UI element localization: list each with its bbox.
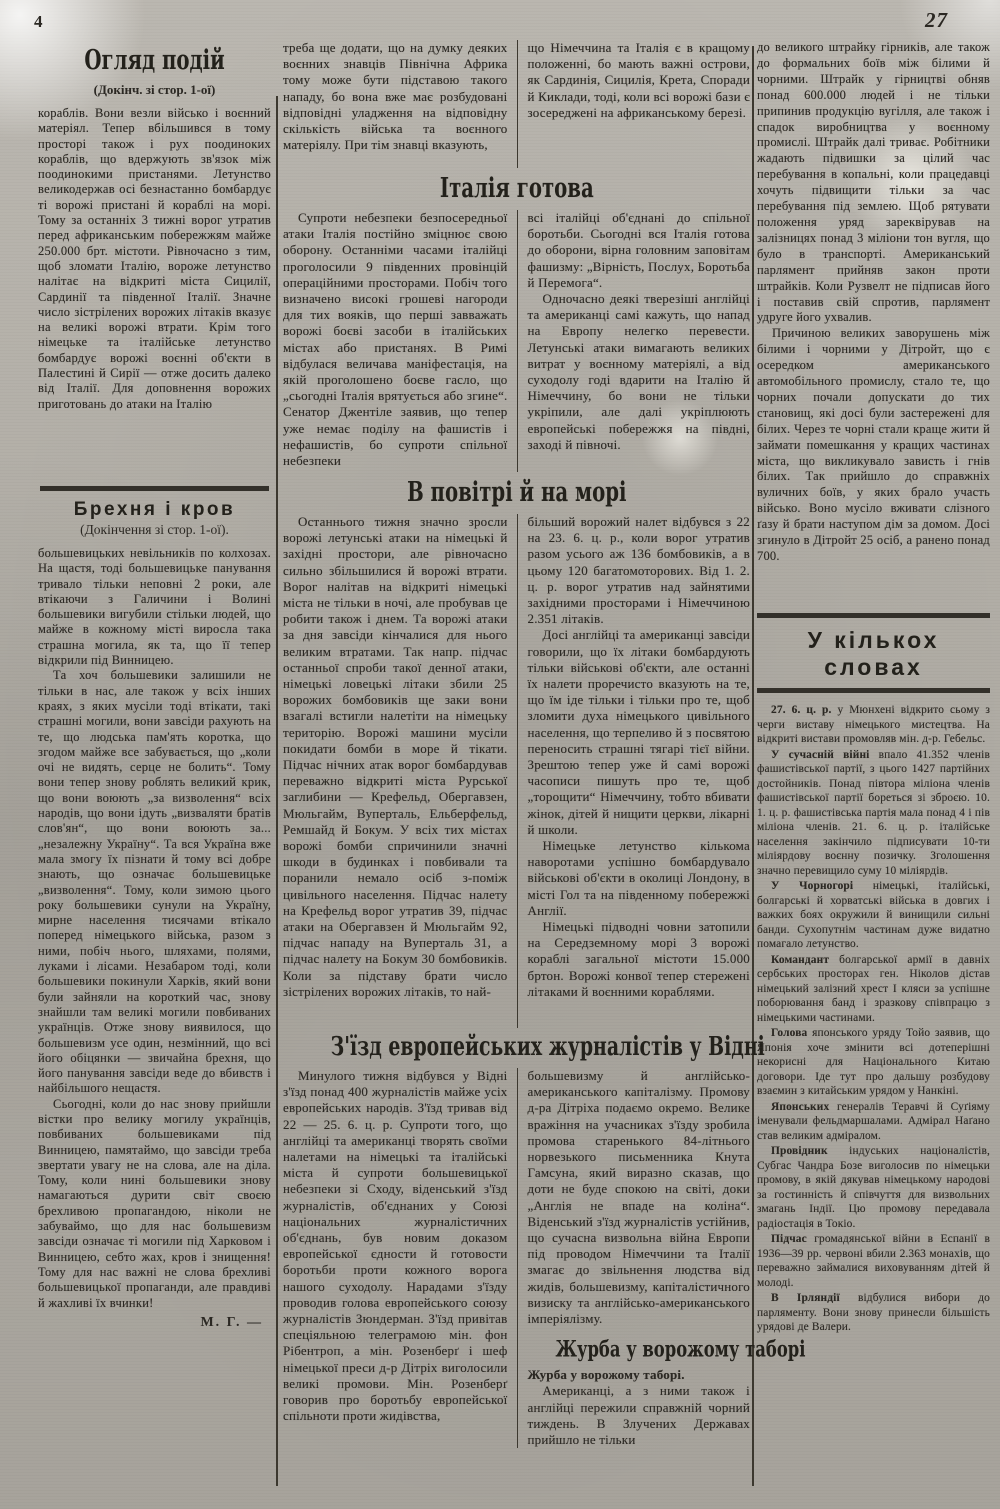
column-divider-3-4	[752, 46, 754, 1486]
article-paragraph: Одночасно деякі тверезіші англійці та американці самі кажуть, що напад на Европу нелегко перевести. Летунські атаки вимагають великих витрат у воєнному матеріялі, а від суходолу годі вдарити на Італію й Німеччину, бо вони не тільки укріпили, але далі укріплюють европейські побережжя на півдні, заході й півночі.	[527, 291, 750, 452]
brief-item	[757, 1100, 990, 1144]
brief-item	[757, 1232, 990, 1290]
article-paragraph: що Німеччина та Італія є в кращому положенні, бо мають важні острови, як Сардинія, Сицилія, Крета, Споради й Киклади, тоді, коли всі ворожі бази є зосереджені на африканському березі.	[527, 40, 750, 120]
article-paragraph: всі італійці об'єднані до спільної боротьби. Сьогодні вся Італія готова до оборони, вірна головним заповітам фашизму: „Вірність, Послух, Боротьба й Перемога“.	[527, 210, 750, 290]
brief-item-text: відбулися вибори до парляменту. Вони знову принесли більшість урядові де Валери.	[757, 1292, 991, 1333]
brief-item-text: громадянської війни в Еспанії в 1936—39 рр. червоні вбили 2.363 монахів, що переважно займалися виховуванням дітей й молоді.	[757, 1233, 991, 1289]
brief-item-lead: Голова	[771, 1027, 808, 1039]
article-paragraph: Досі англійці та американці завсіди говорили, що їх літаки бомбардують тільки військові об'єкти, але останні їх налети проречисто вказують на те, що їм іде тільки і тільки про те, щоб зломити духа німецького цивільного населення, що терпеливо й з посвятою переносить страшні тягарі тієї війни. Зрештою тепер уже й самі ворожі часописи пишуть про те, щоб „торощити“ Німеччину, тобто вбивати жінок, дітей й нищити церкви, лікарні й школи.	[527, 627, 750, 837]
article-paragraph: до великого штрайку гірників, але також до формальних боїв між білими й чорними. Штрайк у гірництві обняв понад 600.000 людей і не тільки припинив продукцію вугілля, але також і спадок виробництва у воєнному промислі. Штрайк далі триває. Робітники жадають підвишки за цілий час перебування в копальні, коли працедавці хочуть підвищити тільки за час перебування під землею. Щоб рятувати положення уряд зареквірував на залізницях понад 3 міліони тон вугля, що було в транспорті. Американський парлямент прийняв закон проти штрайків. Коли Рузвелт не підписав його і поставив свій спротив, парлямент удруге його ухвалив.	[757, 40, 990, 325]
article-paragraph: большевизму й англійсько-американського капіталізму. Промову д-ра Дітріха подаємо окремо. Велике вражіння на учасниках з'їзду зробила промова старенького 84-літнього норвезького письменника Кнута Гамсуна, який виразно сказав, що доти не буде спокою на світі, доки „Англія не впаде на коліна“. Віденський з'їзд журналістів устійнив, що сучасна визвольна війна Европи під проводом Німеччини та Італії змагає до звільнення людства від жидів, большевизму, капіталістичного визиску та англійсько-американського імперіялізму.	[527, 1068, 750, 1327]
article-body-ohliad: кораблів. Вони везли військо і воєнний матеріял. Тепер вбільшився в тому просторі також і рух поодиноких кораблів, що вдержують зв'язок між поодинокими пристанями. Летунство великодержав осі безнастанно бомбардує ті ворожі пристані й кораблі на морі. Тому за останніх 3 тижні ворог утратив перед африканським побережжям майже 250.000 брт. містоти. Рівночасно з тим, щоб зломати Італію, вороже летунство налітає на відкриті міста Сицилії, Сардинії та південної Італії. Значне число зістрілених ворожих літаків вказує на великі ворожі втрати. Крім того німецьке та італійське летунство бомбардує ворожі воєнні об'єкти в Палестині й Сирії — отже досить далеко від Італії. Для доповнення ворожих приготовань до атаки на Італію	[38, 106, 271, 411]
article-paragraph: Німецькі підводні човни затопили на Середземному морі 3 ворожі кораблі загальної містоти 15.000 бртон. Ворожі конвої тепер стережені літаками й воєнними кораблями.	[527, 919, 750, 999]
column-2-cell	[283, 210, 517, 472]
article-paragraph: Минулого тижня відбувся у Відні з'їзд понад 400 журналістів майже усіх европейських народів. З'їзд тривав від 22 — 25. 6. ц. р. Супроти того, що англійці та американці творять своїми налетами на німецькі та італійські міста й супроти большевицької небезпеки зі Сходу, віденський з'їзд журналістів, об'єднаних у Союзі національних журналістичних об'єднань, був новим доказом европейської єдности й готовости боротьби проти кожного ворога нашого суходолу. Нарадами з'їзду проводив голова европейського союзу журналістів Зюндерман. З'їзд привітав спеціяльною телеграмою мін. фон Рібентроп, а мін. Розенберґ і шеф німецької преси д-р Дітріх виголосили великі промови. Мін. Розенберґ говорив про боротьбу европейської спільноти проти жидівства,	[283, 1068, 508, 1424]
italy-article-row	[283, 210, 750, 472]
column-2-cell	[283, 1068, 517, 1448]
brief-item-lead: У Чорногорі	[771, 880, 854, 892]
brief-item-lead: В Ірляндії	[771, 1292, 840, 1304]
article-paragraph: большевицьких невільників по колхозах. На щастя, тоді большевицьке панування тривало тільки неповні 2 роки, але втікаючи з Галичини і Волині большевики вигубили стільки людей, що майже в кожному місті виросла така страшна могила, як та, що її тепер відкрили під Винницею.	[38, 546, 271, 668]
headline-zizd-zhurnalistiv-text: З'їзд европейських журналістів у Відні	[330, 1031, 765, 1062]
brief-item-lead: 27. 6. ц. р.	[771, 704, 832, 716]
column-4	[757, 40, 990, 1336]
brief-item-text: впало 41.352 членів фашистівської партії, з цього 1427 партійних достойників. Понад півтора міліона членів фашистівської партії бореться зі зброєю. 10. 1. ц. р. фашистівська партія мала понад 4 і пів міліона членів. 21. 6. ц. р. італійське населення закінчило підписувати 10-ти міліярдову воєнну позичку. Зголошення значно перевищило суму 10 міліярдів.	[757, 748, 990, 877]
brief-item-text: генералів Теравчі й Суґіяму іменували фельдмаршалами. Адмірал Наґано став великим адміралом.	[757, 1100, 991, 1142]
brief-item	[757, 1291, 990, 1335]
headline-u-kilkokh-slovakh: У кількох словах	[807, 627, 940, 680]
continuation-note-2: (Докінчення зі стор. 1-ої).	[80, 522, 229, 537]
strike-article	[757, 40, 990, 600]
headline-ohliad-podii-text: Огляд подій	[84, 42, 225, 76]
headline-zhurba-text: Журба у ворожому таборі	[554, 1334, 805, 1363]
brief-item-text: німецькі, італійські, болгарські й хорватські війська в довгих і важких боях окружили й винищили сильні банди. Сухопутнім частинам дуже видатно помагало летунство.	[757, 880, 991, 950]
article-paragraph: Останнього тижня значно зросли ворожі летунські атаки на німецькі й західні простори, але рівночасно сильно збільшилися й ворожі втрати. Ворог налітав на відкриті німецькі міста не тільки в ночі, але пробував це робити також і днем. Та ворожі атаки за дня завсіди кінчалися для нього великим втратами. Так напр. підчас останньої спроби такої денної атаки, німецькі ловецькі літаки збили 25 ворожих бомбовиків ще заки вони взагалі встигли налетіти на німецьку територію. Ворожі машини мусіли покидати бомби в море й тікати. Підчас нічних атак ворог бомбардував переважно відкриті міста Рурської заглибини — Крефельд, Обергавзен, Мюльгайм, Вуперталь, Ельберфельд, Ремшайд й Бокум. У всіх тих містах ворожі бомби спричинили значні шкоди в будинках і повбивали та поранили немало осіб з-поміж цивільного населення. Підчас налету на Крефельд ворог утратив 39, підчас атаки на Обергавзен й Мюльгайм 92, підчас нападу на Вуперталь 31, а підчас налету на Бокум 30 бомбовиків. Коли за підставу брати число зістрілених ворожих літаків, то най-	[283, 514, 508, 999]
brief-item	[757, 1026, 990, 1099]
column-2-cell	[283, 40, 517, 168]
brief-item-lead: Провідник	[771, 1145, 828, 1157]
air-article-row	[283, 514, 750, 1028]
brief-item-text: у Мюнхені відкрито сьому з черги виставу німецького мистецтва. На відкриті вистави промовляв мін. д-р. Гебельс.	[757, 704, 991, 745]
article-paragraph: Німецьке летунство кількома наворотами успішно бомбардувало військові об'єкти в околиці Лондону, в місті Гол та на південному побережжі Англії.	[527, 838, 750, 918]
article-lead: Журба у ворожому таборі.	[527, 1367, 685, 1383]
article-paragraph: Та хоч большевики залишили не тільки в нас, але також у всіх інших краях, з яких мусіли тоді втікати, такі страшні могили, вони завсіди рахують на те, що людська пам'ять коротка, що згодом майже все забувається, що „коли очі не видять, серце не болить“. Тому вони тепер знову роблять великий крик, що вони воюють „за визволення“ всіх народів, що вони ідуть „визваляти братів слов'ян“, що вони воюють за... „незалежну Україну“. Та вся Україна вже мала змогу їх пізнати й тому всі добре знають, що означає большевицьке „визволення“. Тому, коли зимою цього року большевики сунули на Україну, мирне населення тисячами втікало поперед німецького війська, разом з ними, побіч нього, шляхами, полями, луками і лісами. Незабаром тоді, коли большевики покинули Харків, який вони були зайняли на короткий час, знову знайшли там великі могили повбиваних українців. Отже знову виявилося, що большевизм усе один, незмінний, що всі його обіцянки — звичайна брехня, що його панування завсіди веде до вбивств і найбільшого нещастя.	[38, 668, 271, 1096]
brief-item-lead: Японських	[771, 1100, 830, 1113]
column-1	[38, 40, 271, 1331]
page-number-left: 4	[34, 12, 43, 31]
headline-italia-hotova	[283, 170, 750, 204]
article-paragraph: більший ворожий налет відбувся з 22 на 23. 6. ц. р., коли ворог утратив разом усього аж 136 бомбовиків, а в цьому 120 багатомоторових. Від 1. 2. ц. р. ворог утратив над зайнятими західними просторами і Німеччиною 2.351 літаків.	[527, 514, 750, 627]
brief-item	[757, 1144, 990, 1231]
brief-item-lead: Командант	[771, 953, 830, 966]
brief-item-text: болгарської армії в давніх сербських просторах ген. Ніколов дістав німецький залізний хрест І кляси за успішне поборювання банд і зразкову співпрацю з німецькими частинами.	[757, 953, 991, 1024]
section-rule	[757, 613, 990, 618]
headline-brekhnia-i-krov: Брехня і кров	[73, 499, 236, 520]
article-paragraph: Американці, а з ними також і англійці пережили справжній чорний тиждень. В Злучених Державах прийшло не тільки	[527, 1383, 750, 1448]
article-paragraph: Причиною великих заворушень між білими і чорними у Дітройт, що є осередком американського автомобільного промислу, стало те, що чорних почали допускати до тих становищ, які досі були застережені для білих. Через те чорні стали краще жити й займати помешкання у кращих частинах міста, що викликувало зависть і гнів білих. Так прийшло до справжніх вуличних боїв, у яких брало участь військо. Воно мусіло вживати слізного ґазу й брати наступом дім за домом. Досі згинуло в Дітройт 25 осіб, а ранено понад 700.	[757, 326, 990, 563]
continuation-row	[283, 40, 750, 168]
headline-zhurba	[528, 1334, 805, 1363]
brief-item	[757, 748, 990, 879]
brief-item-text: індуських націоналістів, Субгас Чандра Бозе виголосив по німецьки промову, в якій дякував німецькому народові за гостинність й співчуття для визвольних змагань Індії. Цю промову передавала радіостація в Токіо.	[757, 1145, 991, 1230]
section-rule	[757, 688, 990, 693]
headline-v-povitri	[283, 474, 750, 508]
headline-italia-hotova-text: Італія готова	[439, 170, 594, 204]
headline-ohliad-podii	[38, 42, 271, 76]
headline-zizd-zhurnalistiv	[283, 1031, 765, 1062]
article-paragraph: Сьогодні, коли до нас знову прийшли вістки про велику могилу українців, повбиваних большевиками під Винницею, памятаймо, що завсіди треба звертати увагу не на слова, але на діла. Тому, коли нині большевики знову намагаються дурити світ своєю брехливою пропагандою, ніколи не забуваймо, що для нас большевизм завсіди означає ті могили під Харковом і Винницею, себто жах, кров і знищення! Тому для нас важні не слова брехливі большевицької пропаганди, але правдиві й жахливі їх вчинки!	[38, 1096, 271, 1310]
page-number-right: 27	[925, 8, 948, 32]
brief-item	[757, 879, 990, 952]
column-3-cell	[517, 210, 751, 472]
article-paragraph: треба ще додати, що на думку деяких воєнних знавців Північна Африка тому може бути підставою такого нападу, бо вона вже має розбудовані відповідні уладження на відповідну скількість війська та воєнного матеріялу. При тім знавці вказують,	[283, 40, 508, 153]
article-paragraph: Супроти небезпеки безпосередньої атаки Італія постійно зміцнює свою оборону. Останніми часами італійці проголосили 9 південних провінцій операційними просторами. Побіч того визначено високі грошеві нагороди для тих вояків, що перші завважать ворожі боєві засоби в італійських містах або пристанях. В Римі відбулася величава маніфестація, на якій проголошено боєве гасло, що „сьогодні Італія врятується або згине“. Сенатор Джентіле заявив, що тепер уже немає поділу на фашистів і нефашистів, бо супроти спільної небезпеки	[283, 210, 508, 469]
brief-item-text: японського уряду Тойо заявив, що Японія хоче змінити всі дотеперішні некорисні для Національного Китаю договори. Іде тут про дальшу розбудову взаємин з китайським урядом у Нанкіні.	[757, 1027, 990, 1097]
column-3-cell	[517, 40, 751, 168]
column-3-cell	[517, 514, 751, 1028]
brief-item-lead: Підчас	[771, 1233, 807, 1245]
brief-item	[757, 953, 990, 1026]
headline-v-povitri-text: В повітрі й на морі	[406, 474, 627, 508]
section-rule	[40, 486, 269, 491]
column-divider-1-2	[276, 96, 278, 1486]
brief-item-lead: У сучасній війні	[771, 748, 870, 761]
continuation-note: (Докінч. зі стор. 1-ої)	[93, 82, 216, 97]
column-2-cell	[283, 514, 517, 1028]
brief-item	[757, 703, 990, 747]
author-initials: М. Г. —	[200, 1314, 263, 1330]
